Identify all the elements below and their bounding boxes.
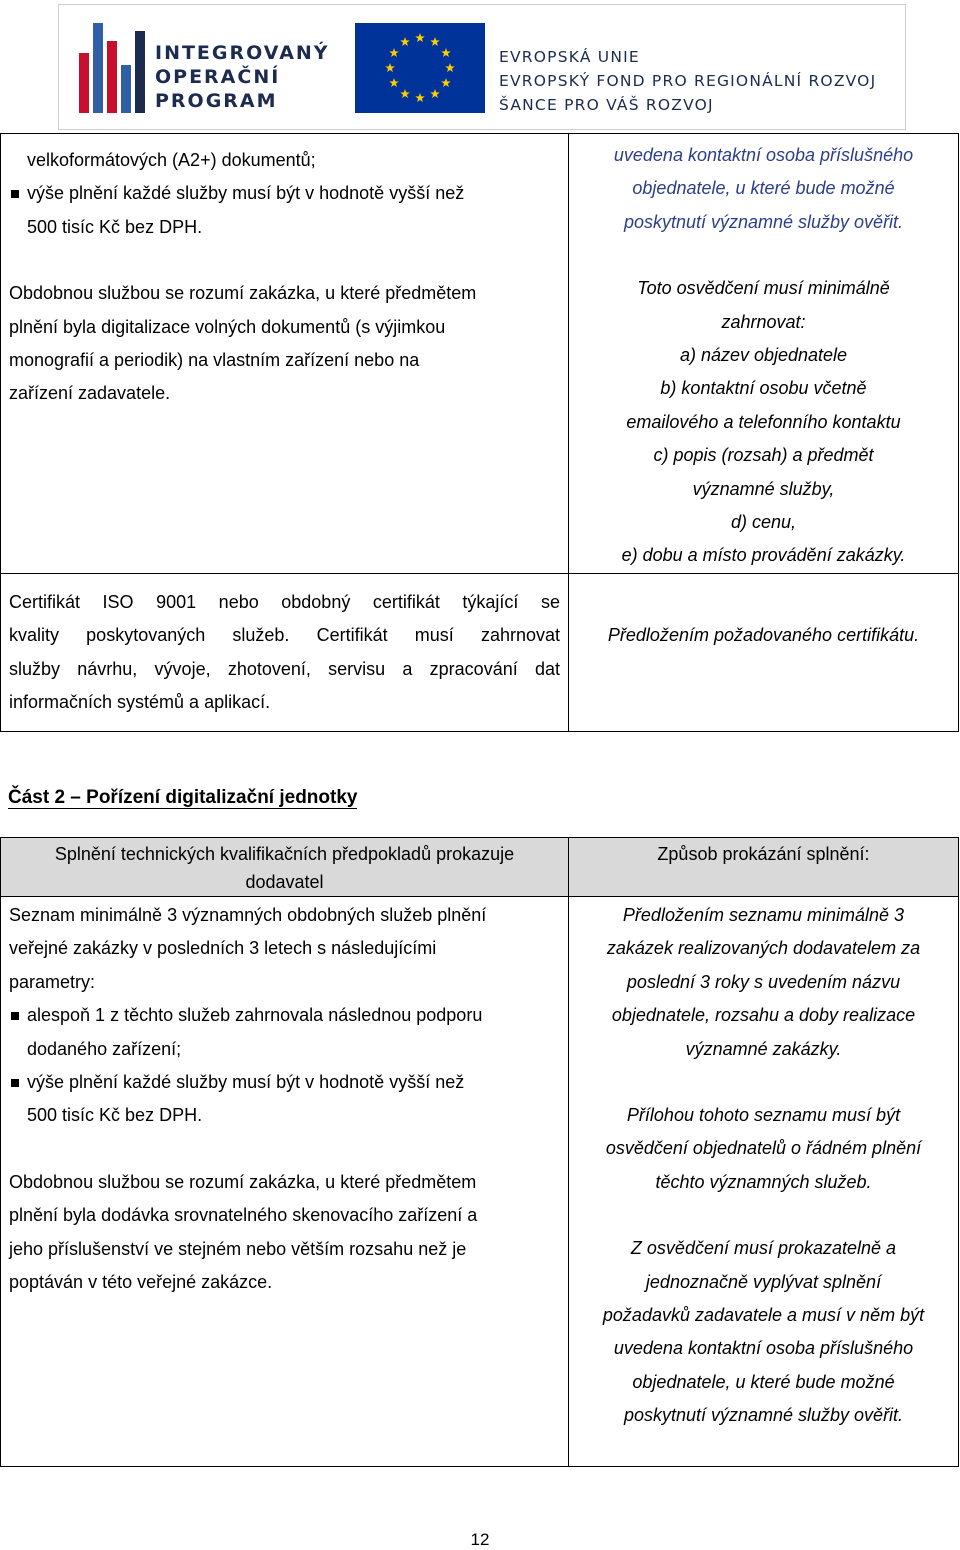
certificate-proof-cell: Předložením požadovaného certifikátu. — [569, 573, 959, 731]
table1-left-cell: velkoformátových (A2+) dokumentů; výše plnění každé služby musí být v hodnotě vyšší než 500 tisíc Kč bez DPH. Obdobnou službou se rozumí zakázka, u které předmětem plnění byla digitalizace volných dokumentů (s výjimkou monografií a periodik) na vlastním zařízení nebo na zařízení zadavatele. — [1, 134, 569, 574]
table2-right-cell: Předložením seznamu minimálně 3 zakázek realizovaných dodavatelem za poslední 3 roky s uvedením názvu objednatele, rozsahu a doby realizace významné zakázky. Přílohou tohoto seznamu musí být osvědčení objednatelů o řádném plnění těchto významných služeb. Z osvědčení musí prokazatelně a jednoznačně vyplývat splnění požadavků zadavatele a musí v něm být uvedena kontaktní osoba příslušného objednatele, u které bude možné poskytnutí významné služby ověřit. — [569, 897, 959, 1467]
page-number: 12 — [470, 1530, 490, 1549]
section-title: Část 2 – Pořízení digitalizační jednotky — [8, 787, 358, 808]
table1-right-cell: uvedena kontaktní osoba příslušného objednatele, u které bude možné poskytnutí významné služby ověřit. Toto osvědčení musí minimálně zahrnovat: a) název objednatele b) kontaktní osobu včetně emailového a telefonního kontaktu c) popis (rozsah) a předmět významné služby, d) cenu, e) dobu a místo provádění zakázky. — [569, 134, 959, 574]
list-item: alespoň 1 z těchto služeb zahrnovala následnou podporu dodaného zařízení; — [9, 999, 560, 1066]
page-header — [58, 4, 906, 130]
list-item: výše plnění každé služby musí být v hodnotě vyšší než 500 tisíc Kč bez DPH. — [9, 1066, 560, 1133]
table2-header-left: Splnění technických kvalifikačních předpokladů prokazuje dodavatel — [1, 838, 569, 897]
requirements-table-part1 — [0, 133, 959, 732]
eu-flag-icon — [355, 23, 485, 113]
list-item: výše plnění každé služby musí být v hodnotě vyšší než 500 tisíc Kč bez DPH. — [9, 177, 560, 244]
iop-logo-text: INTEGROVANÝ OPERAČNÍ PROGRAM — [155, 42, 330, 112]
certificate-requirement-cell: Certifikát ISO 9001 nebo obdobný certifikát týkající se kvality poskytovaných služeb. Certifikát musí zahrnovat služby návrhu, vývoje, zhotovení, servisu a zpracování dat informačních systémů a aplikací. — [1, 573, 569, 731]
table2-header-right: Způsob prokázání splnění: — [569, 838, 959, 897]
table2-left-cell: Seznam minimálně 3 významných obdobných služeb plnění veřejné zakázky v posledních 3 letech s následujícími parametry: alespoň 1 z těchto služeb zahrnovala následnou podporu dodaného zařízení; výše plnění každé služby musí být v hodnotě vyšší než 500 tisíc Kč bez DPH. Obdobnou službou se rozumí zakázka, u které předmětem plnění byla dodávka srovnatelného skenovacího zařízení a jeho příslušenství ve stejném nebo větším rozsahu než je poptáván v této veřejné zakázce. — [1, 897, 569, 1467]
eu-logo-text: EVROPSKÁ UNIE EVROPSKÝ FOND PRO REGIONÁLNÍ ROZVOJ ŠANCE PRO VÁŠ ROZVOJ — [499, 48, 877, 114]
requirements-table-part2 — [0, 837, 959, 1467]
